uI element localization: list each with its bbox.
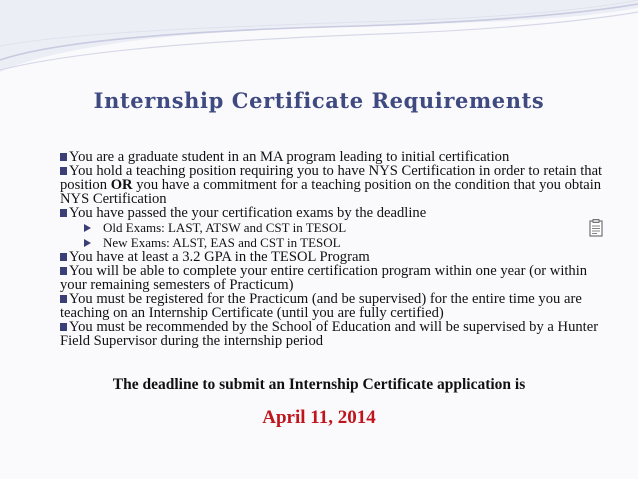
square-bullet-icon — [60, 153, 67, 161]
requirements-list — [60, 150, 616, 348]
sub-list-item — [60, 220, 616, 235]
bullet-text: You are a graduate student in an MA program leading to initial certification — [69, 149, 510, 165]
bullet-text: You hold a teaching position requiring you to have NYS Certification in order to retain that position — [60, 163, 603, 193]
triangle-bullet-icon — [84, 224, 91, 232]
bullet-text: you have a commitment for a teaching position on the condition that you obtain NYS Certification — [60, 177, 602, 207]
square-bullet-icon — [60, 267, 67, 275]
list-item — [60, 206, 616, 220]
sub-bullet-text: Old Exams: LAST, ATSW and CST in TESOL — [103, 220, 347, 235]
triangle-bullet-icon — [84, 239, 91, 247]
square-bullet-icon — [60, 295, 67, 303]
bullet-text: You must be recommended by the School of Education and will be supervised by a Hunter Field Supervisor during the internship period — [60, 319, 599, 349]
sub-list-item — [60, 235, 616, 250]
slide-title: Internship Certificate Requirements — [93, 88, 545, 113]
bullet-text: You will be able to complete your entire certification program within one year (or within your remaining semesters of Practicum) — [60, 263, 588, 293]
list-item — [60, 320, 616, 348]
bullet-text: You must be registered for the Practicum (and be supervised) for the entire time you are teaching on an Internship Certificate (until you are fully certified) — [60, 291, 582, 321]
decorative-swoosh — [0, 0, 638, 90]
list-item — [60, 150, 616, 164]
deadline-date: April 11, 2014 — [262, 407, 376, 428]
clipboard-icon[interactable] — [589, 219, 603, 237]
deadline-text: The deadline to submit an Internship Certificate application is — [112, 376, 526, 393]
bullet-text: You have at least a 3.2 GPA in the TESOL Program — [69, 249, 370, 265]
bullet-emphasis: OR — [110, 177, 133, 193]
list-item — [60, 250, 616, 264]
bullet-text: You have passed the your certification exams by the deadline — [69, 205, 427, 221]
square-bullet-icon — [60, 253, 67, 261]
list-item — [60, 164, 616, 206]
list-item — [60, 292, 616, 320]
square-bullet-icon — [60, 167, 67, 175]
square-bullet-icon — [60, 323, 67, 331]
sub-bullet-text: New Exams: ALST, EAS and CST in TESOL — [103, 235, 341, 250]
square-bullet-icon — [60, 209, 67, 217]
list-item — [60, 264, 616, 292]
